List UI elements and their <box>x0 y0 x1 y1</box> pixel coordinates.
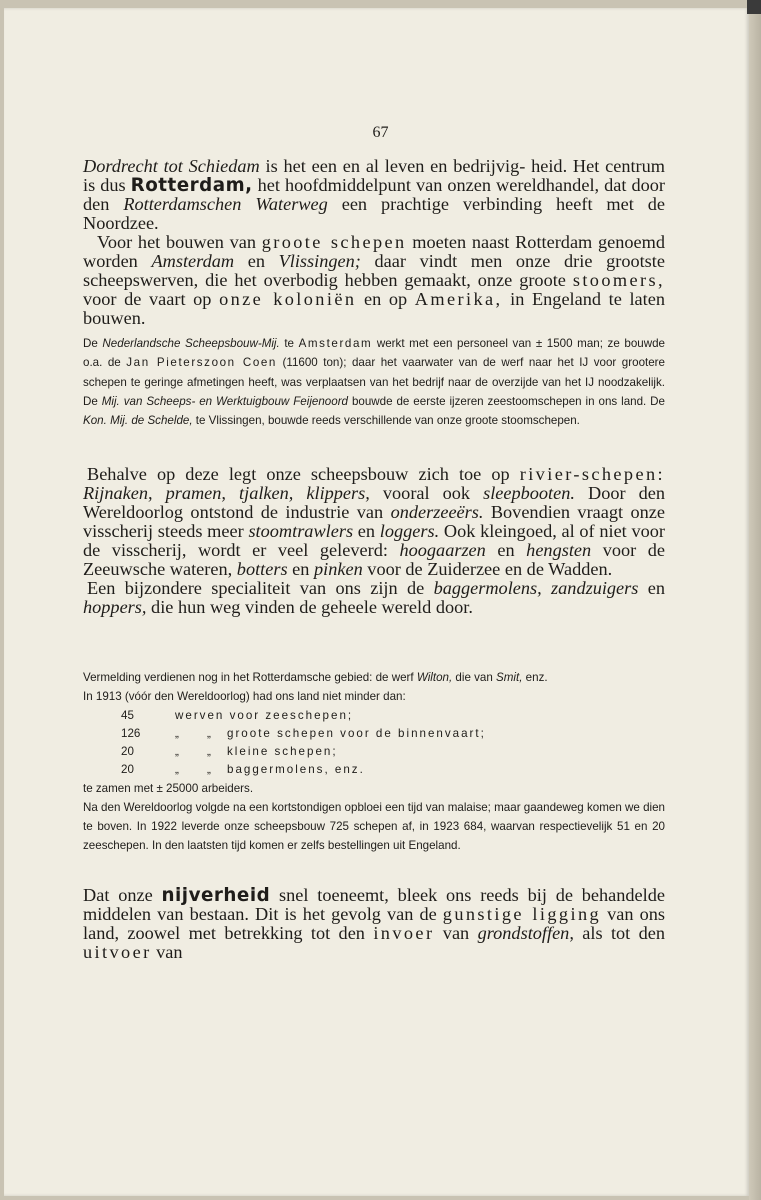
note-1-text: De Nederlandsche Scheepsbouw-Mij. te Amsterdam werkt met een personeel van ± 1500 man; ze bouwde o.a. de Jan Pieterszoon Coen (11600 ton); daar het vaarwater van de werf naar het IJ voor grootere schepen te geringe afmetingen heeft, was verplaatsen van het bedrijf naar de overzijde van het IJ noodzakelijk. De Mij. van Scheeps- en Werktuigbouw Feijenoord bouwde de eerste ijzeren zeestoomschepen in ons land. De Kon. Mij. de Schelde, te Vlissingen, bouwde reeds verschillende van onze groote stoomschepen. <box>83 337 666 428</box>
page-edge <box>749 0 761 1200</box>
paragraph-1 <box>83 157 665 328</box>
list-item: 45 werven voor zeeschepen; <box>121 708 354 722</box>
page-number: 67 <box>372 124 389 141</box>
paragraph-4 <box>83 886 665 962</box>
paragraph-1b-text: Voor het bouwen van groote schepen moeten naast Rotterdam genoemd worden Amsterdam en Vlissingen; daar vindt men onze drie grootste scheepswerven, die het overbodig hebben gemaakt, onze groote stoomers, voor de vaart op onze koloniën en op Amerika, in Engeland te laten bouwen. <box>83 232 666 328</box>
list-item: 126 „ „ groote schepen voor de binnenvaart; <box>121 726 486 740</box>
scan-corner <box>747 0 761 14</box>
list-item: 20 „ „ kleine schepen; <box>121 744 338 758</box>
bold-rotterdam: Rotterdam, <box>130 175 253 196</box>
paragraph-2 <box>83 465 665 617</box>
bold-nijverheid: nijverheid <box>161 885 271 906</box>
list-item: 20 „ „ baggermolens, enz. <box>121 762 365 776</box>
note-2-intro: In 1913 (vóór den Wereldoorlog) had ons land niet minder dan: <box>83 690 406 704</box>
note-2-after: Na den Wereldoorlog volgde na een kortstondigen opbloei een tijd van malaise; maar gaandeweg komen we dien te boven. In 1922 leverde onze scheepsbouw 725 schepen af, in 1923 684, waarvan respectievelijk 51 en 20 zeeschepen. In den laatsten tijd komen er zelfs bestellingen uit Engeland. <box>83 800 665 853</box>
paragraph-2-text: Behalve op deze legt onze scheepsbouw zich toe op rivier-schepen: Rijnaken, pramen, tjalken, klippers, vooral ook sleepbooten. Door den Wereldoorlog ontstond de industrie van onderzeeërs. Bovendien vraagt onze visscherij steeds meer stoomtrawlers en loggers. Ook kleingoed, al of niet voor de visscherij, wordt er veel geleverd: hoogaarzen en hengsten voor de Zeeuwsche wateren, botters en pinken voor de Zuiderzee en de Wadden. <box>83 464 666 579</box>
note-2-text: Vermelding verdienen nog in het Rotterdamsche gebied: de werf Wilton, die van Smit, enz. <box>83 671 548 684</box>
note-2-total: te zamen met ± 25000 arbeiders. <box>83 781 254 795</box>
note-1 <box>83 334 665 430</box>
paragraph-1-text: Dordrecht tot Schiedam is het een en al leven en bedrijvig- heid. Het centrum is dus Rotterdam, het hoofdmiddelpunt van onzen wereldhandel, dat door den Rotterdamschen Waterweg een prachtige verbinding heeft met de Noordzee. <box>83 156 665 233</box>
note-2 <box>83 668 665 856</box>
paragraph-3-text: Een bijzondere specialiteit van ons zijn de baggermolens, zandzuigers en hoppers, die hun weg vinden de geheele wereld door. <box>83 578 665 617</box>
shipyard-list <box>83 707 665 779</box>
paragraph-4-text: Dat onze nijverheid snel toeneemt, bleek ons reeds bij de behandelde middelen van bestaan. Dit is het gevolg van de gunstige ligging van ons land, zoowel met betrekking tot den invoer van grondstoffen, als tot den uitvoer van <box>83 885 666 962</box>
